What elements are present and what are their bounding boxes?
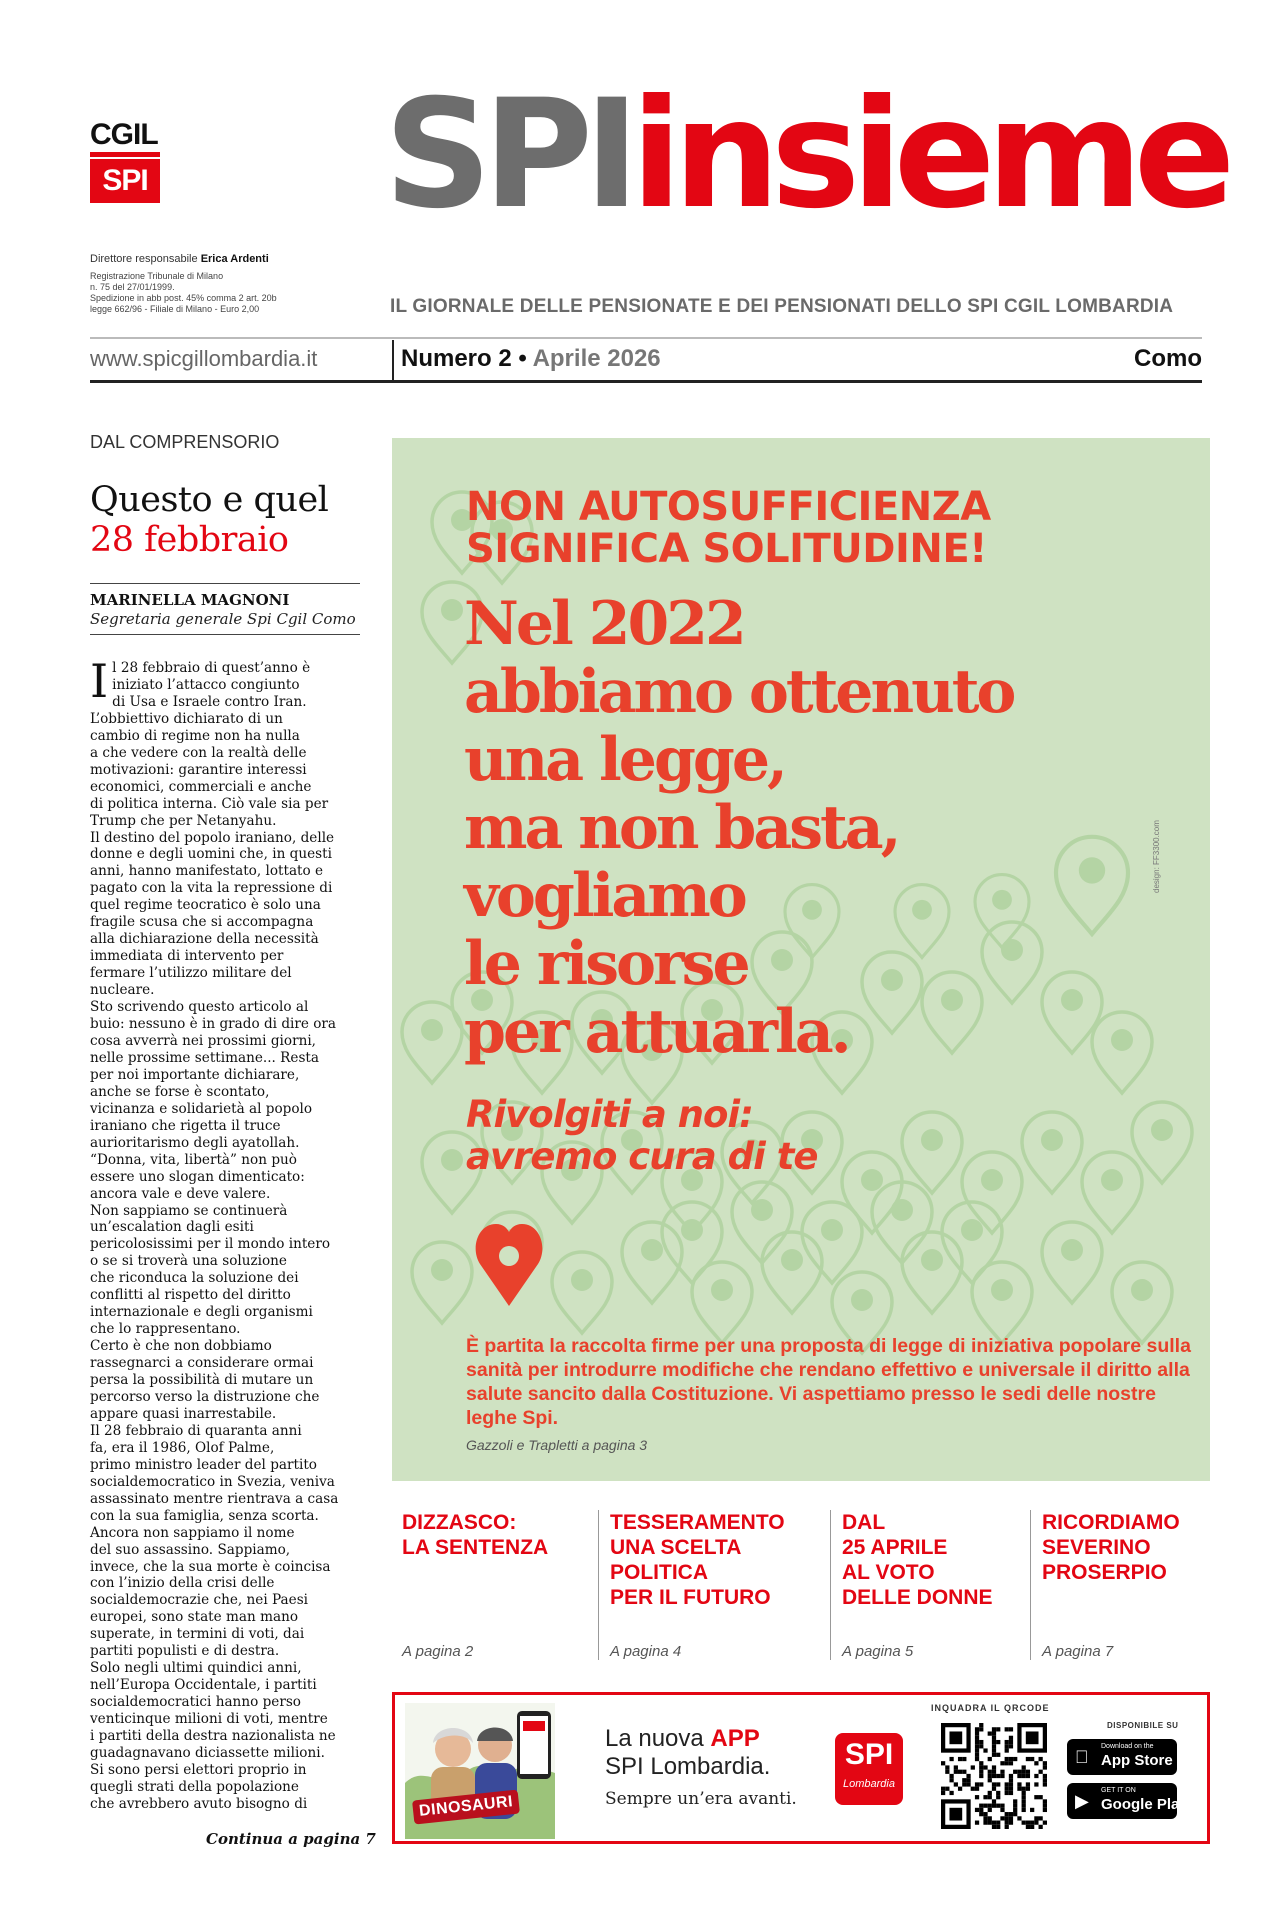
article-line: primo ministro leader del partito: [90, 1456, 317, 1473]
teaser-page: A pagina 5: [842, 1643, 914, 1660]
map-pin-icon: [902, 1112, 962, 1193]
spi-lombardia-logo: [835, 1733, 903, 1805]
article-line: quel regime teocratico è solo una: [90, 897, 321, 914]
article-line: iniziato l’attacco congiunto: [112, 676, 300, 693]
article-line: Sto scrivendo questo articolo al: [90, 999, 309, 1016]
article-line: cambio di regime non ha nulla: [90, 727, 300, 744]
header-divider-bottom: [90, 380, 1202, 383]
article-line: che lo rappresentano.: [90, 1321, 241, 1338]
byline: [90, 591, 356, 629]
byline-rule-top: [90, 583, 360, 584]
article-line: motivazioni: garantire interessi: [90, 761, 307, 778]
article-line: partiti populisti e di destra.: [90, 1643, 280, 1660]
teaser-divider: [1030, 1510, 1031, 1660]
teaser-25-aprile[interactable]: [842, 1510, 1022, 1660]
apple-icon: [1075, 1746, 1089, 1768]
drop-cap: I: [90, 654, 109, 708]
teaser-title-line: PER IL FUTURO: [610, 1586, 771, 1609]
article-line: “Donna, vita, libertà” non può: [90, 1151, 297, 1168]
article-line: ancora vale e deve valere.: [90, 1185, 271, 1202]
heart-pin-icon: [474, 1218, 544, 1308]
ad-text-pre: La nuova: [605, 1725, 711, 1752]
article-line: nucleare.: [90, 982, 155, 999]
article-line: di politica interna. Ciò vale sia per: [90, 795, 329, 812]
teaser-page: A pagina 7: [1042, 1643, 1114, 1660]
article-title-line1: Questo e quel: [90, 480, 329, 520]
article-line: persa la possibilità di mutare un: [90, 1372, 314, 1389]
website-link[interactable]: www.spicgillombardia.it: [90, 346, 318, 371]
map-pin-icon: [1092, 1012, 1152, 1093]
app-store-small: Download on the: [1101, 1743, 1154, 1750]
article-line: che avrebbero avuto bisogno di: [90, 1795, 308, 1812]
article-line: venticinque milioni di voti, mentre: [90, 1711, 328, 1728]
article-line: per noi importante dichiarare,: [90, 1066, 300, 1083]
article-line: vicinanza e solidarietà al popolo: [90, 1100, 313, 1117]
article-line: Il 28 febbraio di quaranta anni: [90, 1422, 302, 1439]
article-line: socialdemocrazie che, nei Paesi: [90, 1592, 309, 1609]
article-line: a che vedere con la realtà delle: [90, 744, 307, 761]
map-pin-icon: [1056, 837, 1128, 934]
article-line: europei, sono state man mano: [90, 1609, 299, 1626]
dinosauri-badge: DINOSAURI: [412, 1790, 520, 1825]
poster-main-line: per attuarla.: [464, 997, 849, 1067]
article-line: nelle prossime settimane... Resta: [90, 1049, 319, 1066]
article-line: percorso verso la distruzione che: [90, 1388, 320, 1405]
poster-main-line: le risorse: [464, 929, 748, 999]
poster-sub-line: avremo cura di te: [466, 1135, 818, 1178]
registration-line: Spedizione in abb post. 45% comma 2 art. 20b: [90, 293, 277, 303]
article-line: immediata di intervento per: [90, 948, 284, 965]
spi-logo-text: SPI: [844, 1738, 894, 1771]
teaser-title-line: RICORDIAMO: [1042, 1511, 1180, 1534]
author-name: MARINELLA MAGNONI: [90, 591, 290, 609]
article-line: pagato con la vita la repressione di: [90, 880, 333, 897]
teaser-divider: [830, 1510, 831, 1660]
article-line: pericolosissimi per il mondo intero: [90, 1236, 331, 1253]
masthead-insieme: insieme: [630, 68, 1227, 242]
article-line: fa, era il 1986, Olof Palme,: [90, 1439, 275, 1456]
map-pin-icon: [552, 1252, 612, 1333]
article-line: buio: nessuno è in grado di dire ora: [90, 1016, 337, 1033]
teaser-title-line: TESSERAMENTO: [610, 1511, 785, 1534]
article-line: di Usa e Israele contro Iran.: [112, 693, 307, 710]
article-line: nell’Europa Occidentale, i partiti: [90, 1677, 317, 1694]
article-title: [90, 480, 328, 560]
issue-date: Aprile 2026: [532, 345, 661, 372]
article-line: Solo negli ultimi quindici anni,: [90, 1660, 302, 1677]
director-line: [90, 253, 340, 265]
poster-main-line: ma non basta,: [464, 793, 899, 863]
article-line: guadagnavano diciassette milioni.: [90, 1745, 325, 1761]
article-line: socialdemocratici hanno perso: [90, 1694, 301, 1711]
poster-headline-line: SIGNIFICA SOLITUDINE!: [466, 526, 987, 572]
article-line: anni, hanno manifestato, lottato e: [90, 863, 324, 880]
article-line: donne e degli uomini che, in questi: [90, 846, 332, 863]
imprint: [90, 253, 340, 315]
issue-number: Numero 2: [401, 345, 512, 372]
author-role: Segretaria generale Spi Cgil Como: [90, 610, 356, 628]
article-line: un’escalation dagli esiti: [90, 1219, 254, 1236]
google-play-label: Google Play: [1101, 1796, 1188, 1813]
edition-city: Como: [1134, 345, 1202, 372]
masthead: [384, 70, 1226, 240]
map-pin-icon: [762, 1232, 822, 1313]
director-label: Direttore responsabile: [90, 253, 198, 265]
ad-text-app: APP: [710, 1725, 760, 1752]
article-line: con l’inizio della crisi delle: [90, 1575, 275, 1592]
article-line: Ancora non sappiamo il nome: [90, 1524, 295, 1541]
map-pin-icon: [662, 1202, 722, 1283]
qr-label: INQUADRA IL QRCODE: [931, 1703, 1050, 1713]
teaser-title-line: PROSERPIO: [1042, 1561, 1167, 1584]
map-pin-icon: [1022, 1112, 1082, 1193]
teaser-title: [610, 1510, 810, 1610]
google-play-small: GET IT ON: [1101, 1787, 1136, 1794]
teaser-ricordiamo[interactable]: [1042, 1510, 1212, 1660]
app-advertisement[interactable]: [392, 1692, 1210, 1844]
teaser-title-line: LA SENTENZA: [402, 1536, 549, 1559]
article-line: iraniano che rigetta il truce: [90, 1117, 281, 1134]
article-line: cosa avverrà nei prossimi giorni,: [90, 1032, 316, 1049]
article-line: con la sua famiglia, senza scorta.: [90, 1507, 319, 1524]
article-line: invece, che la sua morte è coincisa: [90, 1558, 331, 1575]
map-pin-icon: [942, 1202, 1002, 1283]
article-line: L’obbiettivo dichiarato di un: [90, 710, 283, 727]
teaser-title: [842, 1510, 1022, 1610]
article-line: rassegnarci a considerare ormai: [90, 1355, 314, 1372]
article-line: appare quasi inarrestabile.: [90, 1405, 277, 1422]
teaser-title-line: UNA SCELTA: [610, 1536, 742, 1559]
byline-rule-bottom: [90, 634, 360, 635]
header-divider-vertical: [392, 340, 394, 382]
ad-slogan: Sempre un’era avanti.: [605, 1789, 797, 1809]
design-credit: design: FF3300.com: [1152, 820, 1161, 893]
map-pin-icon: [1112, 1262, 1172, 1343]
article-line: fragile scusa che si accompagna: [90, 914, 314, 931]
article-line: anche se forse è scontato,: [90, 1083, 270, 1100]
article-line: economici, commerciali e anche: [90, 778, 312, 795]
teaser-divider: [598, 1510, 599, 1660]
poster-subheadline: [466, 1094, 817, 1178]
article-line: internazionale e degli organismi: [90, 1304, 313, 1321]
app-store-label: App Store: [1101, 1752, 1173, 1769]
teaser-page: A pagina 4: [610, 1643, 682, 1660]
poster-sub-line: Rivolgiti a noi:: [466, 1093, 753, 1136]
logo-cgil-text: CGIL: [90, 118, 158, 151]
article-line: o se si troverà una soluzione: [90, 1253, 287, 1270]
article-line: socialdemocratico in Svezia, veniva: [90, 1473, 335, 1490]
article-line: superate, in termini di voti, dai: [90, 1626, 305, 1643]
teaser-title: [402, 1510, 562, 1560]
article-body: [90, 654, 360, 1813]
teaser-title-line: 25 APRILE: [842, 1536, 948, 1559]
poster-main-line: Nel 2022: [464, 589, 744, 659]
article-line: Certo è che non dobbiamo: [90, 1338, 272, 1355]
available-on-label: DISPONIBILE SU: [1107, 1721, 1179, 1730]
issue-bullet: •: [511, 345, 533, 372]
continue-link[interactable]: Continua a pagina 7: [206, 1830, 376, 1848]
poster-main-line: vogliamo: [464, 861, 745, 931]
poster-page-reference: Gazzoli e Trapletti a pagina 3: [466, 1437, 648, 1453]
teaser-page: A pagina 2: [402, 1643, 474, 1660]
poster-main-text: [464, 590, 1013, 1066]
article-line: Si sono persi elettori proprio in: [90, 1761, 307, 1778]
registration-line: Registrazione Tribunale di Milano: [90, 271, 224, 281]
article-line: fermare l’utilizzo militare del: [90, 965, 292, 982]
teaser-title-line: DIZZASCO:: [402, 1511, 517, 1534]
masthead-spi: SPI: [384, 68, 631, 242]
section-label: DAL COMPRENSORIO: [90, 432, 280, 452]
article-line: Trump che per Netanyahu.: [90, 812, 277, 829]
article-title-line2: 28 febbraio: [90, 520, 289, 560]
map-pin-icon: [1082, 1152, 1142, 1233]
article-line: assassinato mentre rientrava a casa: [90, 1490, 339, 1507]
poster-headline-line: NON AUTOSUFFICIENZA: [466, 484, 991, 530]
app-store-button[interactable]: [1067, 1739, 1177, 1775]
article-line: Non sappiamo se continuerà: [90, 1202, 288, 1219]
map-pin-icon: [802, 1202, 862, 1283]
teaser-title-line: POLITICA: [610, 1561, 708, 1584]
article-line: conflitti al rispetto del diritto: [90, 1287, 291, 1304]
registration-line: legge 662/96 - Filiale di Milano - Euro 2,00: [90, 304, 260, 314]
qr-code-icon[interactable]: [941, 1723, 1047, 1829]
ad-text-line2: SPI Lombardia.: [605, 1753, 771, 1780]
registration-info: [90, 271, 340, 315]
campaign-poster: [392, 438, 1210, 1481]
teaser-dizzasco[interactable]: [402, 1510, 562, 1660]
logo-bar: [90, 152, 160, 157]
director-name: Erica Ardenti: [200, 253, 269, 265]
article-line: quegli strati della popolazione: [90, 1778, 299, 1795]
teaser-title-line: SEVERINO: [1042, 1536, 1151, 1559]
header-divider-top: [90, 337, 1202, 339]
teaser-tesseramento[interactable]: [610, 1510, 810, 1660]
tagline: IL GIORNALE DELLE PENSIONATE E DEI PENSIONATI DELLO SPI CGIL LOMBARDIA: [390, 296, 1174, 317]
spi-logo-subtext: Lombardia: [843, 1778, 895, 1790]
map-pin-icon: [1042, 1222, 1102, 1303]
teaser-title-line: AL VOTO: [842, 1561, 935, 1584]
teaser-title: [1042, 1510, 1212, 1585]
teaser-title-line: DELLE DONNE: [842, 1586, 993, 1609]
article-line: alla dichiarazione della necessità: [90, 931, 319, 948]
registration-line: n. 75 del 27/01/1999.: [90, 282, 175, 292]
play-icon: ▶: [1075, 1791, 1089, 1811]
article-line: l 28 febbraio di quest’anno è: [112, 660, 311, 676]
google-play-button[interactable]: [1067, 1783, 1188, 1819]
article-line: Il destino del popolo iraniano, delle: [90, 829, 335, 846]
logo-spi-text: SPI: [90, 159, 160, 203]
article-line: del suo assassino. Sappiamo,: [90, 1541, 291, 1558]
poster-headline: [466, 486, 991, 570]
article-line: essere uno slogan dimenticato:: [90, 1168, 305, 1185]
article-line: che riconduca la soluzione dei: [90, 1270, 299, 1287]
ad-headline: [605, 1725, 797, 1813]
article-line: aurioritarismo degli ayatollah.: [90, 1134, 300, 1151]
map-pin-icon: [732, 1182, 792, 1263]
article-line: i partiti della destra nazionalista ne: [90, 1728, 336, 1745]
cgil-spi-logo: [90, 120, 160, 203]
map-pin-icon: [902, 1232, 962, 1313]
poster-main-line: una legge,: [464, 725, 785, 795]
issue-info: [401, 345, 661, 373]
map-pin-icon: [412, 1242, 472, 1323]
poster-body-text: È partita la raccolta firme per una proposta di legge di iniziativa popolare sulla sanità per introdurre modifiche che rendano effettivo e universale il diritto alla salute sancito dalla Costituzione. Vi aspettiamo presso le sedi delle nostre leghe Spi.: [466, 1335, 1191, 1429]
poster-main-line: abbiamo ottenuto: [464, 657, 1014, 727]
teaser-title-line: DAL: [842, 1511, 886, 1534]
